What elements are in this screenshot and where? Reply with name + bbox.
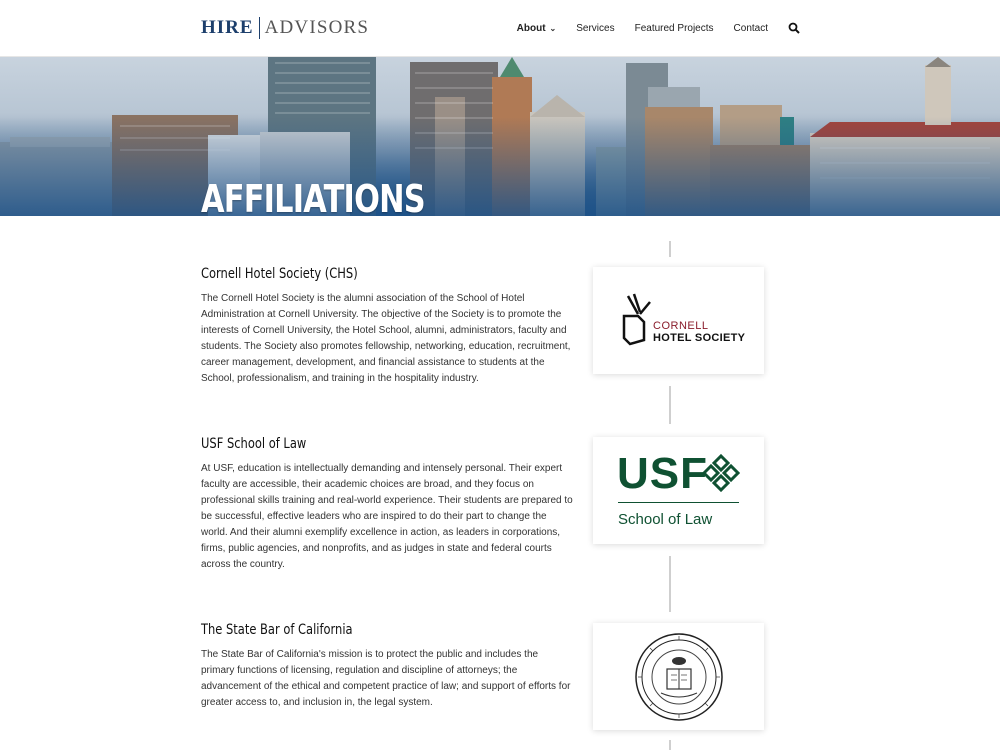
section-body-state-bar: The State Bar of California's mission is to protect the public and includes the primary functions of licensing, regulation and discipline of attorneys; the advancement of the ethical and competent practice of law; and support of efforts for greater access to, and inclusion in, the legal system. — [201, 649, 571, 708]
cornell-hotel-society-logo — [593, 267, 764, 374]
cornell-logo-line2: HOTEL SOCIETY — [653, 332, 746, 344]
nav-item-contact[interactable]: Contact — [733, 22, 768, 34]
nav-item-featured-projects[interactable]: Featured Projects — [634, 22, 714, 34]
logo-hire: HIRE — [201, 17, 254, 38]
page-title: AFFILIATIONS — [201, 177, 425, 216]
nav-item-about[interactable] — [517, 23, 557, 34]
usf-school-of-law-logo — [593, 437, 764, 544]
cornell-emblem-icon — [616, 292, 656, 346]
timeline-divider — [669, 740, 671, 750]
section-body-usf: At USF, education is intellectually demanding and intensely personal. Their expert faculty are accessible, their academic choices are broad, and they focus on professional skills training and real-world experience. Their students are prepared to be successful, effective leaders who are inspired to do their part to change the world. And their alumni exemplify excellence in action, as leaders in corporations, firms, public agencies, and nonprofits, and as judges in state and federal courts across the country. — [201, 463, 573, 570]
section-title-usf: USF School of Law — [201, 436, 307, 452]
usf-logo-main: USF — [617, 449, 708, 498]
nav-item-services[interactable]: Services — [576, 22, 615, 34]
site-logo[interactable] — [201, 17, 369, 39]
state-bar-seal-icon — [633, 631, 725, 723]
section-title-cornell: Cornell Hotel Society (CHS) — [201, 266, 358, 282]
search-icon[interactable] — [788, 22, 800, 34]
section-title-state-bar: The State Bar of California — [201, 622, 353, 638]
timeline-divider — [669, 241, 671, 257]
usf-cross-icon — [702, 454, 740, 492]
state-bar-of-california-logo — [593, 623, 764, 730]
usf-logo-sub: School of Law — [618, 511, 713, 528]
main-nav — [497, 22, 800, 34]
logo-divider — [259, 17, 260, 39]
nav-item-about-label: About — [516, 22, 546, 34]
city-skyline-image — [0, 57, 1000, 216]
logo-advisors: ADVISORS — [264, 17, 370, 38]
timeline-divider — [669, 386, 671, 424]
chevron-down-icon: ⌄ — [549, 23, 557, 33]
section-body-cornell: The Cornell Hotel Society is the alumni association of the School of Hotel Administration at Cornell University. The objective of the Society is to promote the interests of Cornell University, the Hotel School, alumni, administrators, faculty and students. The Society also promotes fellowship, networking, education, recruitment, career management, development, and financial assistance to students at the School, professionalism, and training in the hospitality industry. — [201, 293, 571, 384]
site-header — [0, 0, 1000, 57]
cornell-logo-line1: CORNELL — [653, 320, 709, 332]
hero-banner — [0, 57, 1000, 216]
cornell-logo-text — [653, 320, 745, 344]
timeline-divider — [669, 556, 671, 612]
usf-logo-rule — [618, 502, 739, 503]
